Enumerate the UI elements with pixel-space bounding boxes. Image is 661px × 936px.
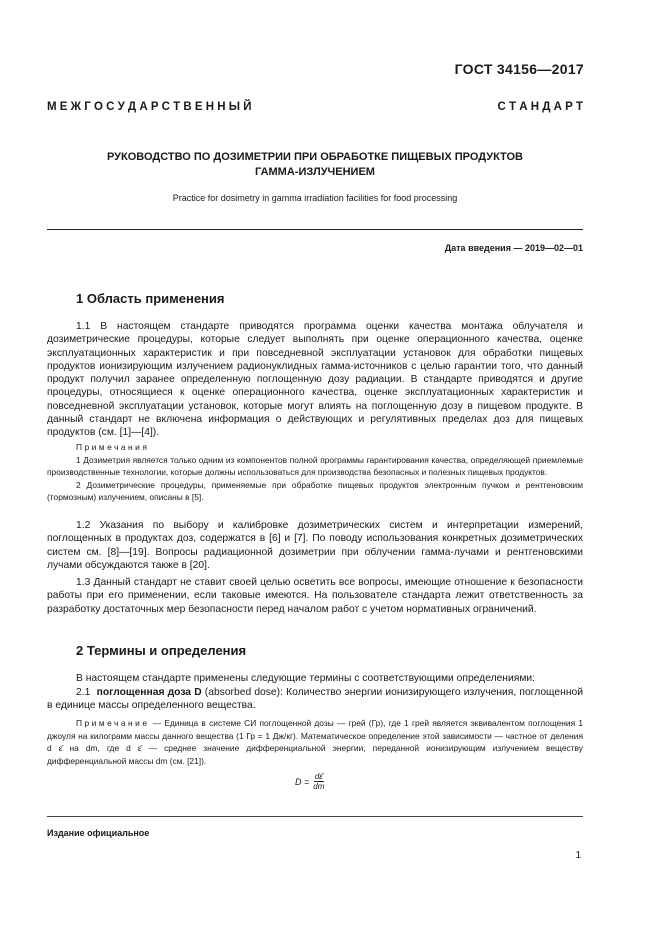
section-1-heading: 1 Область применения [76, 291, 225, 306]
note-1: 1 Дозиметрия является только одним из компонентов полной программы гарантирования качества, определяющей приемлемые производственные технологии, которые должны использоваться для производства безопасных и полезных пищевых продуктов. [47, 454, 583, 478]
term-note [47, 717, 583, 767]
interstate-word: М Е Ж Г О С У Д А Р С Т В Е Н Н Ы Й [47, 101, 252, 113]
paragraph-1-3: 1.3 Данный стандарт не ставит своей целью осветить все вопросы, имеющие отношение к безопасности работы при его применении, если таковые имеются. На пользователе стандарта лежит ответственность за разработку достаточных мер безопасности перед началом работ с учетом нормативных ограничений. [47, 577, 583, 615]
official-edition-label: Издание официальное [47, 828, 150, 838]
interstate-standard-banner [47, 101, 583, 113]
paragraph-1-1: 1.1 В настоящем стандарте приводятся программа оценки качества монтажа облучателя и дозиметрические процедуры, которые следует выполнять при оценке операционного качества, оценке эксплуатационных характеристик и при повседневной эксплуатации установок для обработки пищевых продуктов ионизирующим излучением радионуклидных гамма-источников с целью гарантии того, что данный продукт получил заранее определенную поглощенную дозу радиации. В стандарте приводятся и другие процедуры, относящиеся к оценке операционного качества, оценке эксплуатационных характеристик и повседневной эксплуатации установок, которые могут влиять на поглощенную дозу в пищевом продукте. В данный стандарт не включена информация о действующих и регулятивных пределах доз для пищевых продуктов (см. [1]—[4]). [47, 321, 583, 439]
note-2: 2 Дозиметрические процедуры, применяемые при обработке пищевых продуктов электронным пучком и рентгеновским (тормозным) излучением, описаны в [5]. [47, 479, 583, 503]
term-2-1 [47, 686, 583, 713]
standard-word: С Т А Н Д А Р Т [497, 101, 583, 113]
formula-denominator: dm [313, 782, 325, 791]
formula-numerator: dε̄ [314, 772, 323, 781]
standard-id: ГОСТ 34156—2017 [454, 61, 584, 77]
page-number: 1 [575, 850, 581, 861]
english-title: Practice for dosimetry in gamma irradiation facilities for food processing [172, 193, 458, 203]
notes-block [47, 441, 583, 504]
section-2-intro: В настоящем стандарте применены следующие термины с соответствующими определениями: [76, 673, 536, 684]
term-number: 2.1 [76, 687, 91, 698]
formula-fraction [313, 772, 324, 791]
formula-lhs: D = [295, 776, 310, 787]
dose-formula [295, 772, 324, 791]
section-2-heading: 2 Термины и определения [76, 643, 247, 658]
top-divider [47, 229, 583, 230]
term-name: поглощенная доза D [96, 687, 202, 698]
title-line-1: РУКОВОДСТВО ПО ДОЗИМЕТРИИ ПРИ ОБРАБОТКЕ ПИЩЕВЫХ ПРОДУКТОВ [106, 151, 524, 163]
bottom-divider [47, 816, 583, 817]
term-note-label: Примечание [76, 718, 150, 728]
title-line-2: ГАММА-ИЗЛУЧЕНИЕМ [255, 166, 375, 178]
term-definition: (absorbed dose): Количество энергии ионизирующего излучения, поглощенной в единице массы определенного вещества. [47, 687, 583, 712]
term-note-text: — Единица в системе СИ поглощенной дозы — грей (Гр), где 1 грей является эквивалентом поглощения 1 джоуля на килограмм массы данного вещества (1 Гр = 1 Дж/кг). Математическое определение этой зависимости — частное от деления d ε̄ на dm, где d ε̄ — среднее значение дифференциальной энергии, переданной ионизирующим излучением веществу дифференциальной массы dm (см. [21]). [47, 718, 583, 766]
document-title [47, 150, 583, 180]
introduction-date: Дата введения — 2019—02—01 [444, 243, 583, 253]
paragraph-1-2: 1.2 Указания по выбору и калибровке дозиметрических систем и интерпретации измерений, поглощенных в продуктах доз, содержатся в [6] и [7]. По поводу использования конкретных дозиметрических систем см. [8]—[19]. Вопросы радиационной дозиметрии при облучении гамма-лучами и рентгеновскими лучами обсуждаются также в [20]. [47, 520, 583, 571]
notes-label: Примечания [76, 442, 150, 452]
